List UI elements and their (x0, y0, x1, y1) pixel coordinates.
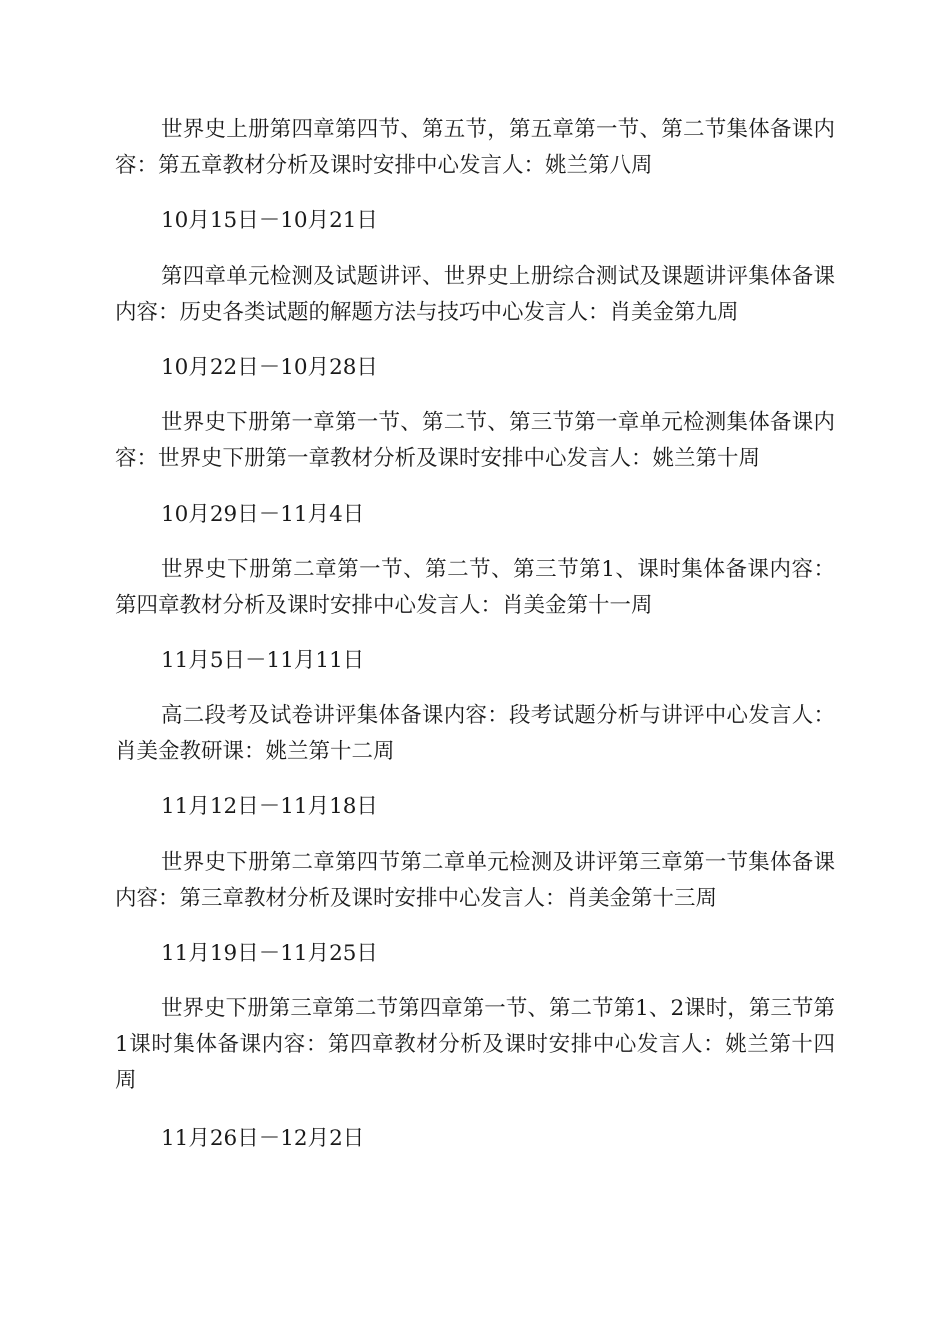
schedule-paragraph: 世界史下册第二章第一节、第二节、第三节第1、课时集体备课内容：第四章教材分析及课时安排中心发言人：肖美金第十一周 (115, 557, 835, 618)
schedule-date: 10月29日－11月4日 (161, 502, 365, 527)
schedule-date: 10月15日－10月21日 (161, 208, 378, 233)
schedule-paragraph: 第四章单元检测及试题讲评、世界史上册综合测试及课题讲评集体备课内容：历史各类试题的解题方法与技巧中心发言人：肖美金第九周 (115, 264, 835, 325)
schedule-paragraph: 高二段考及试卷讲评集体备课内容：段考试题分析与讲评中心发言人：肖美金教研课：姚兰第十二周 (115, 703, 835, 764)
schedule-date: 11月5日－11月11日 (161, 648, 365, 673)
schedule-date: 11月12日－11月18日 (161, 794, 378, 819)
schedule-paragraph: 世界史下册第二章第四节第二章单元检测及讲评第三章第一节集体备课内容：第三章教材分析及课时安排中心发言人：肖美金第十三周 (115, 850, 835, 911)
schedule-date: 11月19日－11月25日 (161, 941, 378, 966)
schedule-date: 10月22日－10月28日 (161, 355, 378, 380)
schedule-paragraph: 世界史上册第四章第四节、第五节，第五章第一节、第二节集体备课内容：第五章教材分析及课时安排中心发言人：姚兰第八周 (115, 117, 835, 178)
schedule-date: 11月26日－12月2日 (161, 1126, 365, 1151)
schedule-paragraph: 世界史下册第三章第二节第四章第一节、第二节第1、2课时，第三节第1课时集体备课内容：第四章教材分析及课时安排中心发言人：姚兰第十四周 (115, 996, 835, 1093)
schedule-paragraph: 世界史下册第一章第一节、第二节、第三节第一章单元检测集体备课内容：世界史下册第一章教材分析及课时安排中心发言人：姚兰第十周 (115, 410, 835, 471)
